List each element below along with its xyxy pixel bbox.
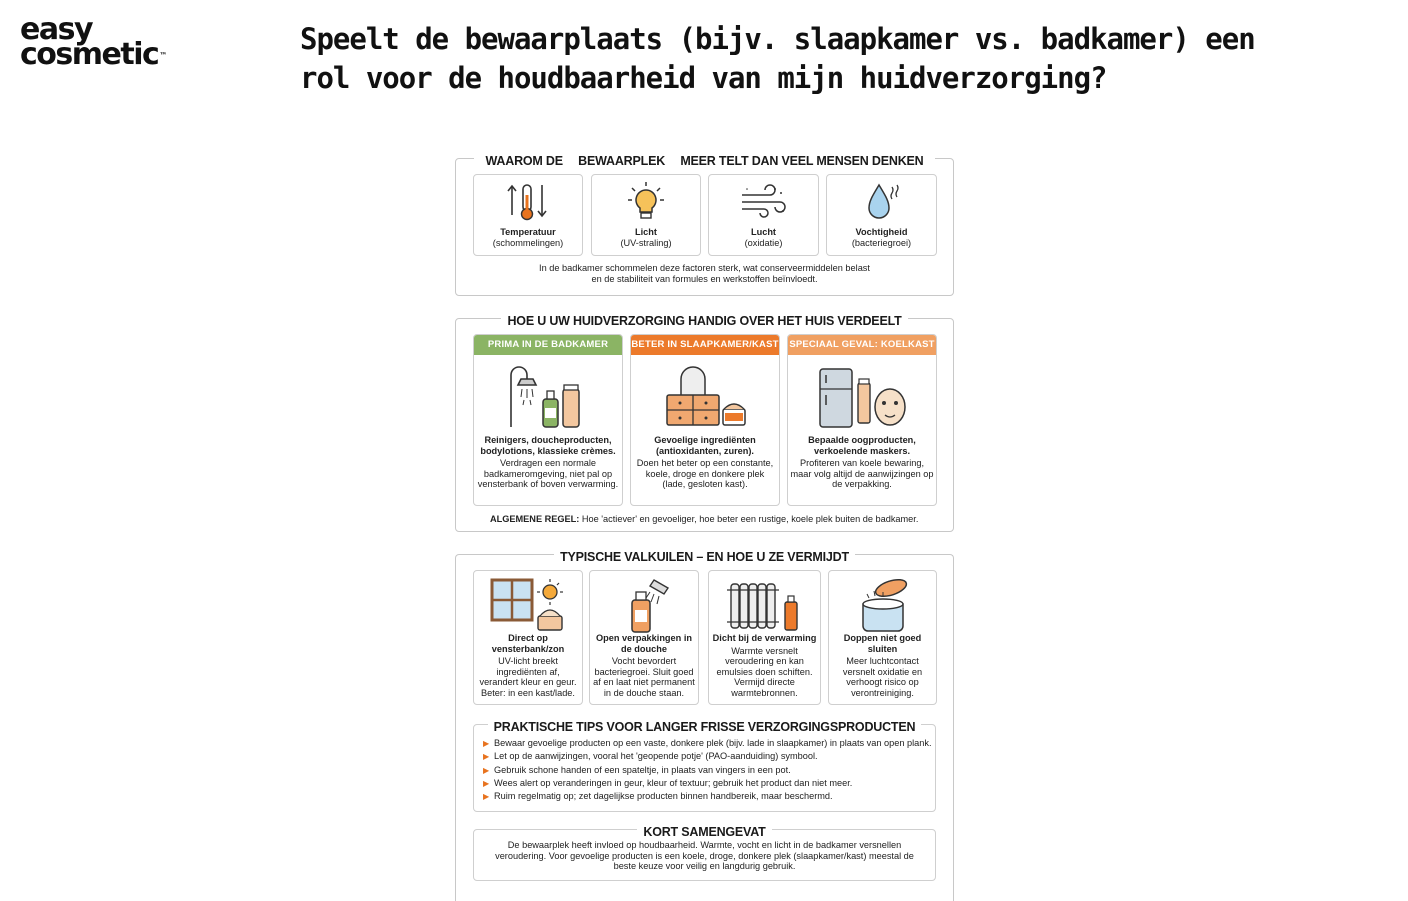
- distribution-title: HOE U UW HUIDVERZORGING HANDIG OVER HET HUIS VERDEELT: [456, 310, 953, 329]
- pitfall-card-caps: [828, 570, 937, 705]
- general-rule-text: Hoe 'actiever' en gevoeliger, hoe beter een rustige, koele plek buiten de badkamer.: [579, 514, 919, 524]
- thermometer-icon: [505, 181, 551, 223]
- general-rule-label: ALGEMENE REGEL:: [490, 514, 580, 524]
- factor-sub: (bacteriegroei): [851, 237, 912, 248]
- factor-name: Temperatuur: [500, 227, 556, 237]
- column-title: Bepaalde oogproducten, verkoelende maskers.: [808, 435, 916, 456]
- factor-sub: (UV-straling): [620, 237, 672, 248]
- pitfall-body: Warmte versnelt veroudering en kan emulsies doen schiften. Vermijd directe warmtebronnen.: [716, 645, 813, 698]
- pitfall-card-shower: [589, 570, 699, 705]
- brand-logo[interactable]: [20, 12, 168, 72]
- pitfall-title: Dicht bij de verwarming: [712, 633, 817, 643]
- shower-products-icon: [503, 361, 593, 431]
- tip-item: ▶ Let op de aanwijzingen, vooral het 'geopende potje' (PAO-aanduiding) symbool.: [483, 751, 818, 762]
- tip-item: ▶ Gebruik schone handen of een spateltje, in plaats van vingers in een pot.: [483, 764, 791, 775]
- column-title: Reinigers, doucheproducten, bodylotions, klassieke crèmes.: [480, 435, 616, 456]
- open-jar-icon: [843, 576, 923, 634]
- factor-name: Licht: [635, 227, 657, 237]
- tips-box: [473, 720, 936, 812]
- brand-logo-line1: easy: [20, 12, 93, 47]
- brand-trademark: ™: [159, 50, 168, 60]
- pitfall-title: Open verpakkingen in de douche: [596, 633, 692, 654]
- factor-name: Vochtigheid: [855, 227, 908, 237]
- radiator-icon: [725, 576, 805, 634]
- tip-item: ▶ Ruim regelmatig op; zet dagelijkse producten binnen handbereik, maar beschermd.: [483, 791, 833, 802]
- storage-factors-panel: [455, 154, 954, 296]
- column-body: Doen het beter op een constante, koele, droge en donkere plek (lade, gesloten kast).: [636, 458, 774, 489]
- pitfall-body: UV-licht breekt ingrediënten af, verandert kleur en geur. Beter: in een kast/lade.: [479, 656, 577, 698]
- bedroom-column-header: BETER IN SLAAPKAMER/KAST: [631, 335, 779, 355]
- storage-factors-title: WAAROM DE BEWAARPLEK MEER TELT DAN VEEL MENSEN DENKEN: [456, 150, 953, 169]
- fridge-column-header: SPECIAAL GEVAL: KOELKAST: [788, 335, 936, 355]
- summary-text: De bewaarplek heeft invloed op houdbaarheid. Warmte, vocht en licht in de badkamer versnellen veroudering. Voor gevoelige producten is een koele, droge, donkere plek (slaapkamer/kast) meestal de beste keuze voor veilig en langdurig gebruik.: [495, 840, 914, 871]
- pitfall-card-sun: [473, 570, 583, 705]
- bathroom-column-header: PRIMA IN DE BADKAMER: [474, 335, 622, 355]
- summary-box: [473, 825, 936, 881]
- bedroom-column: [630, 334, 780, 506]
- fridge-icon: [814, 361, 910, 431]
- page-title: Speelt de bewaarplaats (bijv. slaapkamer vs. badkamer) een rol voor de houdbaarheid van mijn huidverzorging?: [300, 22, 1255, 95]
- factor-sub: (oxidatie): [744, 237, 783, 248]
- tip-item: ▶ Wees alert op veranderingen in geur, kleur of textuur; gebruik het product dan niet meer.: [483, 777, 853, 788]
- factor-card-light: [591, 174, 701, 256]
- shower-bottle-icon: [604, 576, 684, 634]
- fridge-column: [787, 334, 937, 506]
- factor-card-air: [708, 174, 819, 256]
- general-rule: [490, 514, 943, 525]
- factor-card-humidity: [826, 174, 937, 256]
- pitfall-card-radiator: [708, 570, 821, 705]
- factor-name: Lucht: [750, 227, 776, 237]
- tip-item: ▶ Bewaar gevoelige producten op een vaste, donkere plek (bijv. lade in slaapkamer) in plaats van open plank.: [483, 738, 932, 748]
- tips-title: PRAKTISCHE TIPS VOOR LANGER FRISSE VERZORGINGSPRODUCTEN: [488, 720, 922, 734]
- dresser-icon: [657, 361, 753, 431]
- droplet-icon: [859, 181, 905, 223]
- column-body: Verdragen een normale badkameromgeving, niet pal op vensterbank of boven verwarming.: [477, 458, 619, 489]
- column-body: Profiteren van koele bewaring, maar volg altijd de aanwijzingen op de verpakking.: [790, 458, 934, 489]
- column-title: Gevoelige ingrediënten (antioxidanten, zuren).: [654, 435, 756, 456]
- factor-card-temperature: [473, 174, 583, 256]
- bathroom-column: [473, 334, 623, 506]
- pitfall-title: Direct op vensterbank/zon: [491, 633, 565, 654]
- factor-sub: (schommelingen): [492, 237, 564, 248]
- summary-title: KORT SAMENGEVAT: [637, 825, 771, 839]
- tips-list: [482, 737, 932, 803]
- distribution-panel: [455, 314, 954, 532]
- pitfalls-title: TYPISCHE VALKUILEN – EN HOE U ZE VERMIJDT: [456, 546, 953, 565]
- pitfall-body: Vocht bevordert bacteriegroei. Sluit goed af en laat niet permanent in de douche staan.: [593, 656, 695, 698]
- wind-icon: [739, 181, 789, 223]
- pitfall-title: Doppen niet goed sluiten: [843, 633, 922, 654]
- lightbulb-icon: [623, 181, 669, 223]
- window-sun-icon: [488, 576, 568, 634]
- pitfall-body: Meer luchtcontact versnelt oxidatie en verhoogt risico op verontreiniging.: [842, 656, 923, 698]
- pitfalls-panel: [455, 550, 954, 901]
- factors-note: In de badkamer schommelen deze factoren sterk, wat conserveermiddelen belast en de stabiliteit van formules en werkstoffen beïnvloedt.: [539, 263, 870, 284]
- brand-logo-line2: cosmetic: [20, 36, 159, 72]
